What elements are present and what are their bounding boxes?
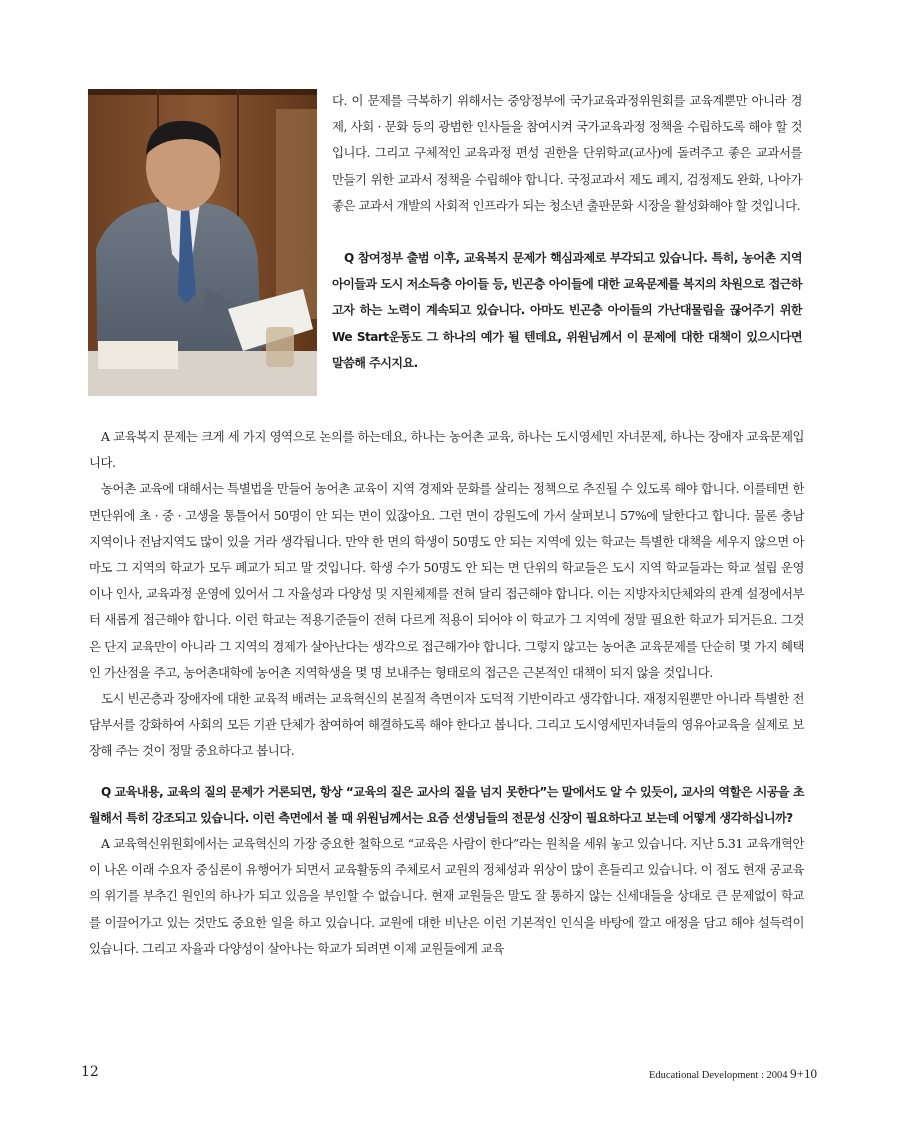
body-paragraph: 농어촌 교육에 대해서는 특별법을 만들어 농어촌 교육이 지역 경제와 문화를 살리는 정책으로 추진될 수 있도록 해야 합니다. 이를테면 한 면단위에 초 · 중 · 고생을 통틀어서 50명이 안 되는 면이 있잖아요. 그런 면이 강원도에 가서 살펴보니 57%에 달한다고 합니다. 물론 충남지역이나 전남지역도 많이 있을 거라 생각됩니다. 만약 한 면의 학생이 50명도 안 되는 지역에 있는 학교는 특별한 대책을 세우지 않으면 아마도 그 지역의 학교가 모두 폐교가 되고 말 것입니다. 학생 수가 50명도 안 되는 면 단위의 학교들은 도시 지역 학교들과는 학교 설립 운영이나 인사, 교육과정 운영에 있어서 그 자율성과 다양성 및 지원체제를 전혀 달리 접근해야 합니다. 이는 지방자치단체와의 관계 설정에서부터 새롭게 접근해야 합니다. 이런 학교는 적용기준들이 전혀 다르게 적용이 되어야 이 학교가 그 지역에 정말 필요한 학교가 되거든요. 그것은 단지 교육만이 아니라 그 지역의 경제가 살아난다는 생각으로 접근해가야 합니다. 그렇지 않고는 농어촌 교육문제를 단순히 몇 가지 혜택인 가산점을 주고, 농어촌대학에 농어촌 지역학생을 몇 명 보내주는 형태로의 접근은 근본적인 대책이 되지 않을 것입니다.: [89, 481, 804, 680]
answer-paragraph: A 교육혁신위원회에서는 교육혁신의 가장 중요한 철학으로 “교육은 사람이 한다”라는 원칙을 세워 놓고 있습니다. 지난 5.31 교육개혁안이 나온 이래 수요자 중심론이 유행어가 되면서 교육활동의 주체로서 교원의 정체성과 위상이 많이 흔들리고 있습니다. 이 점도 현재 공교육의 위기를 부추긴 원인의 하나가 되고 있음을 부인할 수 없습니다. 현재 교원들은 말도 잘 통하지 않는 신세대들을 상대로 큰 문제없이 학교를 이끌어가고 있는 것만도 중요한 일을 하고 있습니다. 교원에 대한 비난은 이런 기본적인 인식을 바탕에 깔고 애정을 담고 해야 설득력이 있습니다. 그리고 자율과 다양성이 살아나는 학교가 되려면 이제 교원들에게 교육: [89, 836, 804, 956]
main-column: [89, 424, 804, 962]
page-number: 12: [81, 1064, 99, 1080]
journal-name: Educational Development : 2004: [649, 1070, 788, 1081]
answer-paragraph-continued: 다. 이 문제를 극복하기 위해서는 중앙정부에 국가교육과정위원회를 교육계뿐만 아니라 경제, 사회 · 문화 등의 광범한 인사들을 참여시켜 국가교육과정 정책을 수립하도록 해야 할 것입니다. 그리고 구체적인 교육과정 편성 권한을 단위학교(교사)에 돌려주고 좋은 교과서를 만들기 위한 교과서 정책을 수립해야 합니다. 국정교과서 제도 폐지, 검정제도 완화, 나아가 좋은 교과서 개발의 사회적 인프라가 되는 청소년 출판문화 시장을 활성화해야 할 것입니다.: [332, 93, 802, 213]
issue-number: 9+10: [790, 1066, 817, 1081]
photo-illustration: [88, 89, 317, 396]
question-paragraph: Q 교육내용, 교육의 질의 문제가 거론되면, 항상 “교육의 질은 교사의 질을 넘지 못한다”는 말에서도 알 수 있듯이, 교사의 역할은 시공을 초월해서 특히 강조되고 있습니다. 이런 측면에서 볼 때 위원님께서는 요즘 선생님들의 전문성 신장이 필요하다고 보는데 어떻게 생각하십니까?: [89, 784, 804, 825]
body-paragraph: 도시 빈곤층과 장애자에 대한 교육적 배려는 교육혁신의 본질적 측면이자 도덕적 기반이라고 생각합니다. 재정지원뿐만 아니라 특별한 전담부서를 강화하여 사회의 모든 기관 단체가 참여하여 해결하도록 해야 한다고 봅니다. 그리고 도시영세민자녀들의 영유아교육을 실제로 보장해 주는 것이 정말 중요하다고 봅니다.: [89, 691, 804, 759]
interviewee-photo: [88, 89, 317, 396]
journal-footer: [649, 1066, 817, 1082]
question-paragraph: Q 참여정부 출범 이후, 교육복지 문제가 핵심과제로 부각되고 있습니다. 특히, 농어촌 지역 아이들과 도시 저소득층 아이들 등, 빈곤층 아이들에 대한 교육문제를 복지의 차원으로 접근하고자 하는 노력이 계속되고 있습니다. 아마도 빈곤층 아이들의 가난대물림을 끊어주기 위한 We Start운동도 그 하나의 예가 될 텐데요, 위원님께서 이 문제에 대한 대책이 있으시다면 말씀해 주시지요.: [332, 251, 802, 370]
top-column: [332, 88, 802, 376]
answer-paragraph: A 교육복지 문제는 크게 세 가지 영역으로 논의를 하는데요, 하나는 농어촌 교육, 하나는 도시영세민 자녀문제, 하나는 장애자 교육문제입니다.: [89, 429, 804, 471]
